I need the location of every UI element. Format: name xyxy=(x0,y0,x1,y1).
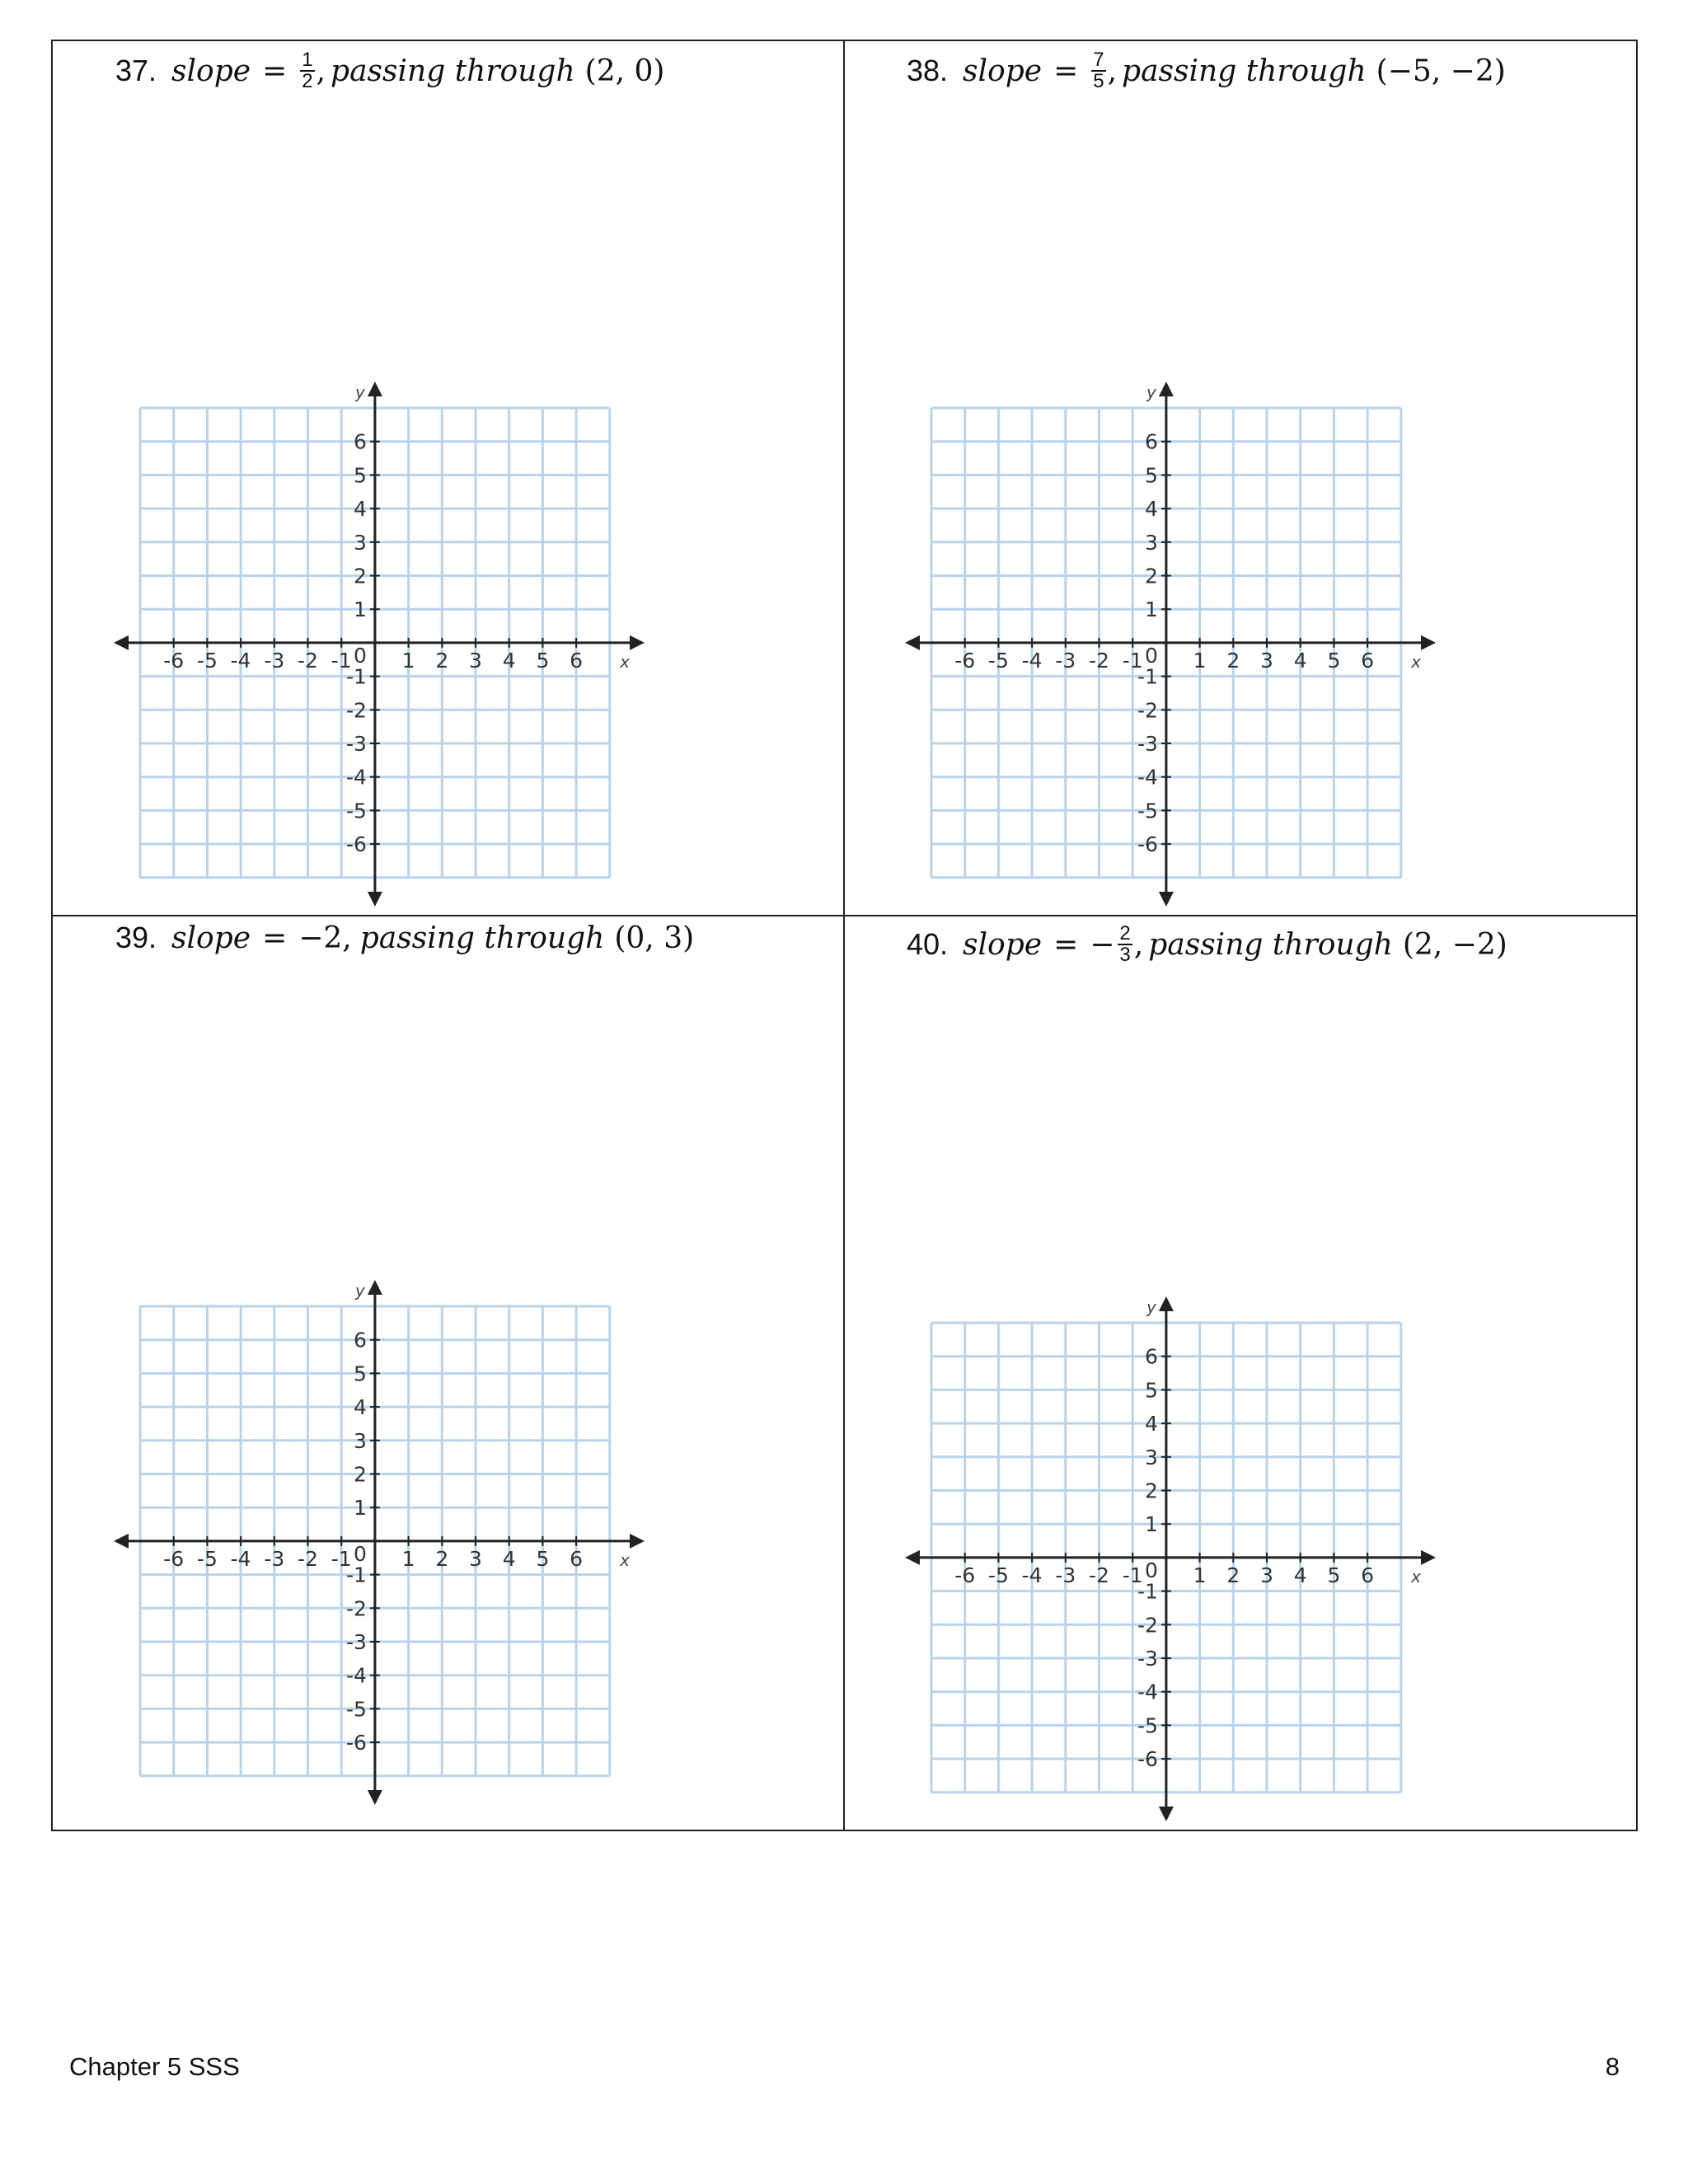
y-axis-arrow-up xyxy=(368,1280,382,1295)
footer-page-number: 8 xyxy=(1605,2052,1620,2081)
x-tick-label: -5 xyxy=(987,648,1009,673)
y-tick-label: -3 xyxy=(1137,1647,1158,1671)
y-tick-label: -3 xyxy=(1137,732,1158,756)
x-tick-label: 2 xyxy=(1226,1563,1240,1587)
slope-value: −2, xyxy=(298,921,352,955)
x-tick-label: -2 xyxy=(298,648,318,673)
x-tick-label: 6 xyxy=(570,648,584,673)
point: (2, 0) xyxy=(584,54,665,88)
x-tick-label: 6 xyxy=(1361,648,1375,673)
y-axis-arrow-down xyxy=(1159,1807,1174,1821)
coordinate-grid-40[interactable] xyxy=(898,1290,1442,1830)
y-tick-label: -3 xyxy=(345,732,367,756)
y-axis-arrow-down xyxy=(368,892,382,907)
coordinate-grid-37[interactable] xyxy=(107,375,651,915)
y-tick-label: -2 xyxy=(1137,1613,1158,1638)
y-tick-label: 5 xyxy=(353,463,367,488)
x-tick-label: 1 xyxy=(401,648,415,673)
y-tick-label: 4 xyxy=(353,1395,367,1420)
y-axis-label: y xyxy=(1146,382,1156,402)
x-axis-label: x xyxy=(620,651,630,672)
x-tick-label: -3 xyxy=(264,648,285,673)
x-tick-label: 2 xyxy=(435,648,449,673)
x-tick-label: -3 xyxy=(1055,1563,1076,1587)
y-axis-label: y xyxy=(354,1281,365,1301)
x-tick-label: 1 xyxy=(1193,648,1207,673)
x-tick-label: -4 xyxy=(230,1546,251,1571)
x-tick-label: 2 xyxy=(435,1546,449,1571)
y-tick-label: 4 xyxy=(1144,497,1158,522)
point: (−5, −2) xyxy=(1376,54,1506,88)
point: (0, 3) xyxy=(614,921,695,955)
equals-sign: = xyxy=(262,921,288,955)
x-axis-arrow-left xyxy=(905,1550,920,1565)
x-axis-arrow-right xyxy=(1421,635,1436,650)
y-tick-label: 3 xyxy=(1144,1445,1158,1469)
y-tick-label: -5 xyxy=(1137,799,1158,823)
y-tick-label: -4 xyxy=(345,765,367,790)
x-tick-label: 4 xyxy=(502,648,516,673)
x-tick-label: -5 xyxy=(196,648,218,673)
problem-number: 39. xyxy=(115,921,157,954)
y-axis-arrow-up xyxy=(1159,382,1174,396)
x-tick-label: 3 xyxy=(1260,648,1273,673)
x-tick-label: -1 xyxy=(1122,1563,1143,1587)
problem-number: 37. xyxy=(115,54,157,87)
point: (2, −2) xyxy=(1402,927,1507,962)
y-axis-label: y xyxy=(1146,1297,1156,1317)
y-tick-label: 4 xyxy=(1144,1412,1158,1436)
y-tick-label: 6 xyxy=(353,429,367,454)
x-tick-label: -4 xyxy=(1021,648,1043,673)
y-tick-label: 2 xyxy=(353,564,367,588)
y-tick-label: -5 xyxy=(345,1697,367,1722)
x-tick-label: -6 xyxy=(163,648,185,673)
y-tick-label: 6 xyxy=(1144,1344,1158,1369)
y-tick-label: -2 xyxy=(345,1596,367,1621)
x-tick-label: 5 xyxy=(536,1546,550,1571)
x-tick-label: 1 xyxy=(401,1546,415,1571)
slope-denominator: 5 xyxy=(1093,70,1104,92)
x-axis-arrow-right xyxy=(630,1534,645,1549)
coordinate-grid-38[interactable] xyxy=(898,375,1442,915)
y-tick-label: 2 xyxy=(1144,1479,1158,1503)
slope-word: slope xyxy=(171,54,251,88)
equals-sign: = xyxy=(262,54,288,88)
y-tick-label: -4 xyxy=(1137,765,1158,790)
y-tick-label: 1 xyxy=(1144,598,1158,622)
slope-numerator: 2 xyxy=(1119,922,1131,944)
slope-denominator: 3 xyxy=(1119,944,1131,966)
x-tick-label: -1 xyxy=(1122,648,1143,673)
problem-38-prompt: 38. slope = $\frac{7}{5}$ , passing through (−5, −2) xyxy=(907,49,1506,92)
slope-fraction xyxy=(1091,50,1105,91)
slope-word: slope xyxy=(963,54,1043,88)
y-tick-label: 6 xyxy=(353,1328,367,1352)
y-tick-label: -1 xyxy=(1137,664,1158,689)
x-axis-label: x xyxy=(1411,1566,1421,1586)
coordinate-grid-39[interactable] xyxy=(107,1273,651,1813)
x-axis-label: x xyxy=(620,1549,630,1570)
problem-39-prompt xyxy=(115,913,694,963)
x-tick-label: -5 xyxy=(987,1563,1009,1587)
y-axis-arrow-down xyxy=(1159,892,1174,907)
y-tick-label: -2 xyxy=(1137,698,1158,723)
y-tick-label: -4 xyxy=(345,1663,367,1688)
y-tick-label: -1 xyxy=(345,1563,367,1587)
equals-sign: = xyxy=(1053,54,1079,88)
x-tick-label: 5 xyxy=(536,648,550,673)
slope-numerator: 7 xyxy=(1093,49,1104,71)
x-tick-label: 6 xyxy=(570,1546,584,1571)
problem-number: 38. xyxy=(907,54,949,87)
problem-40-prompt: 40. slope = − $\frac{2}{3}$ , passing through (2, −2) xyxy=(907,922,1507,966)
x-tick-label: -6 xyxy=(954,648,976,673)
x-tick-label: -2 xyxy=(1089,648,1109,673)
x-tick-label: 6 xyxy=(1361,1563,1375,1587)
y-axis-arrow-up xyxy=(368,382,382,396)
y-tick-label: 5 xyxy=(1144,1378,1158,1403)
slope-word: slope xyxy=(171,921,251,955)
y-tick-label: -1 xyxy=(345,664,367,689)
y-tick-label: 5 xyxy=(1144,463,1158,488)
y-tick-label: 3 xyxy=(1144,530,1158,555)
problem-number: 40. xyxy=(907,927,949,961)
origin-label: 0 xyxy=(1144,643,1158,668)
equals-sign: = xyxy=(1053,927,1079,962)
x-tick-label: 4 xyxy=(1293,648,1307,673)
phrase: passing through xyxy=(359,921,605,955)
y-tick-label: -1 xyxy=(1137,1579,1158,1604)
y-tick-label: -2 xyxy=(345,698,367,723)
y-tick-label: 1 xyxy=(1144,1512,1158,1537)
x-tick-label: -6 xyxy=(163,1546,185,1571)
slope-fraction xyxy=(300,50,314,91)
x-tick-label: 5 xyxy=(1327,1563,1341,1587)
slope-word: slope xyxy=(963,927,1043,962)
origin-label: 0 xyxy=(353,1541,367,1566)
slope-fraction xyxy=(1118,924,1132,965)
y-axis-arrow-up xyxy=(1159,1296,1174,1311)
y-tick-label: 6 xyxy=(1144,429,1158,454)
x-tick-label: -4 xyxy=(1021,1563,1043,1587)
x-tick-label: 1 xyxy=(1193,1563,1207,1587)
x-axis-arrow-left xyxy=(114,635,129,650)
negative-sign: − xyxy=(1090,927,1115,962)
x-tick-label: -3 xyxy=(264,1546,285,1571)
x-tick-label: 5 xyxy=(1327,648,1341,673)
table-divider-vertical xyxy=(843,40,845,1831)
x-tick-label: 3 xyxy=(469,1546,482,1571)
x-tick-label: 4 xyxy=(1293,1563,1307,1587)
y-tick-label: 1 xyxy=(353,1496,367,1521)
y-tick-label: 5 xyxy=(353,1361,367,1386)
x-tick-label: -1 xyxy=(331,648,352,673)
y-tick-label: -5 xyxy=(345,799,367,823)
y-tick-label: 3 xyxy=(353,1428,367,1453)
y-tick-label: -6 xyxy=(345,1731,367,1755)
origin-label: 0 xyxy=(1144,1558,1158,1582)
y-axis-label: y xyxy=(354,382,365,402)
y-tick-label: 3 xyxy=(353,530,367,555)
x-tick-label: -1 xyxy=(331,1546,352,1571)
slope-numerator: 1 xyxy=(302,49,313,71)
phrase: passing through xyxy=(1148,927,1393,962)
x-tick-label: -5 xyxy=(196,1546,218,1571)
y-axis-arrow-down xyxy=(368,1790,382,1805)
y-tick-label: 1 xyxy=(353,598,367,622)
x-axis-arrow-left xyxy=(905,635,920,650)
y-tick-label: -3 xyxy=(345,1630,367,1654)
x-tick-label: 3 xyxy=(469,648,482,673)
footer-chapter: Chapter 5 SSS xyxy=(69,2052,240,2081)
x-tick-label: 4 xyxy=(502,1546,516,1571)
slope-denominator: 2 xyxy=(302,70,313,92)
y-tick-label: -6 xyxy=(345,832,367,857)
x-axis-arrow-right xyxy=(630,635,645,650)
y-tick-label: -6 xyxy=(1137,1747,1158,1772)
x-tick-label: 2 xyxy=(1226,648,1240,673)
phrase: passing through xyxy=(331,54,575,88)
x-axis-arrow-right xyxy=(1421,1550,1436,1565)
y-tick-label: 2 xyxy=(353,1462,367,1487)
x-tick-label: -3 xyxy=(1055,648,1076,673)
x-tick-label: 3 xyxy=(1260,1563,1273,1587)
y-tick-label: -6 xyxy=(1137,832,1158,857)
problem-37-prompt: 37. slope = $\frac{1}{2}$ , passing through (2, 0) xyxy=(115,49,665,92)
x-tick-label: -4 xyxy=(230,648,251,673)
x-axis-arrow-left xyxy=(114,1534,129,1549)
x-tick-label: -2 xyxy=(298,1546,318,1571)
origin-label: 0 xyxy=(353,643,367,668)
y-tick-label: 4 xyxy=(353,497,367,522)
x-tick-label: -2 xyxy=(1089,1563,1109,1587)
x-tick-label: -6 xyxy=(954,1563,976,1587)
y-tick-label: 2 xyxy=(1144,564,1158,588)
y-tick-label: -5 xyxy=(1137,1713,1158,1738)
phrase: passing through xyxy=(1122,54,1367,88)
x-axis-label: x xyxy=(1411,651,1421,672)
y-tick-label: -4 xyxy=(1137,1680,1158,1704)
